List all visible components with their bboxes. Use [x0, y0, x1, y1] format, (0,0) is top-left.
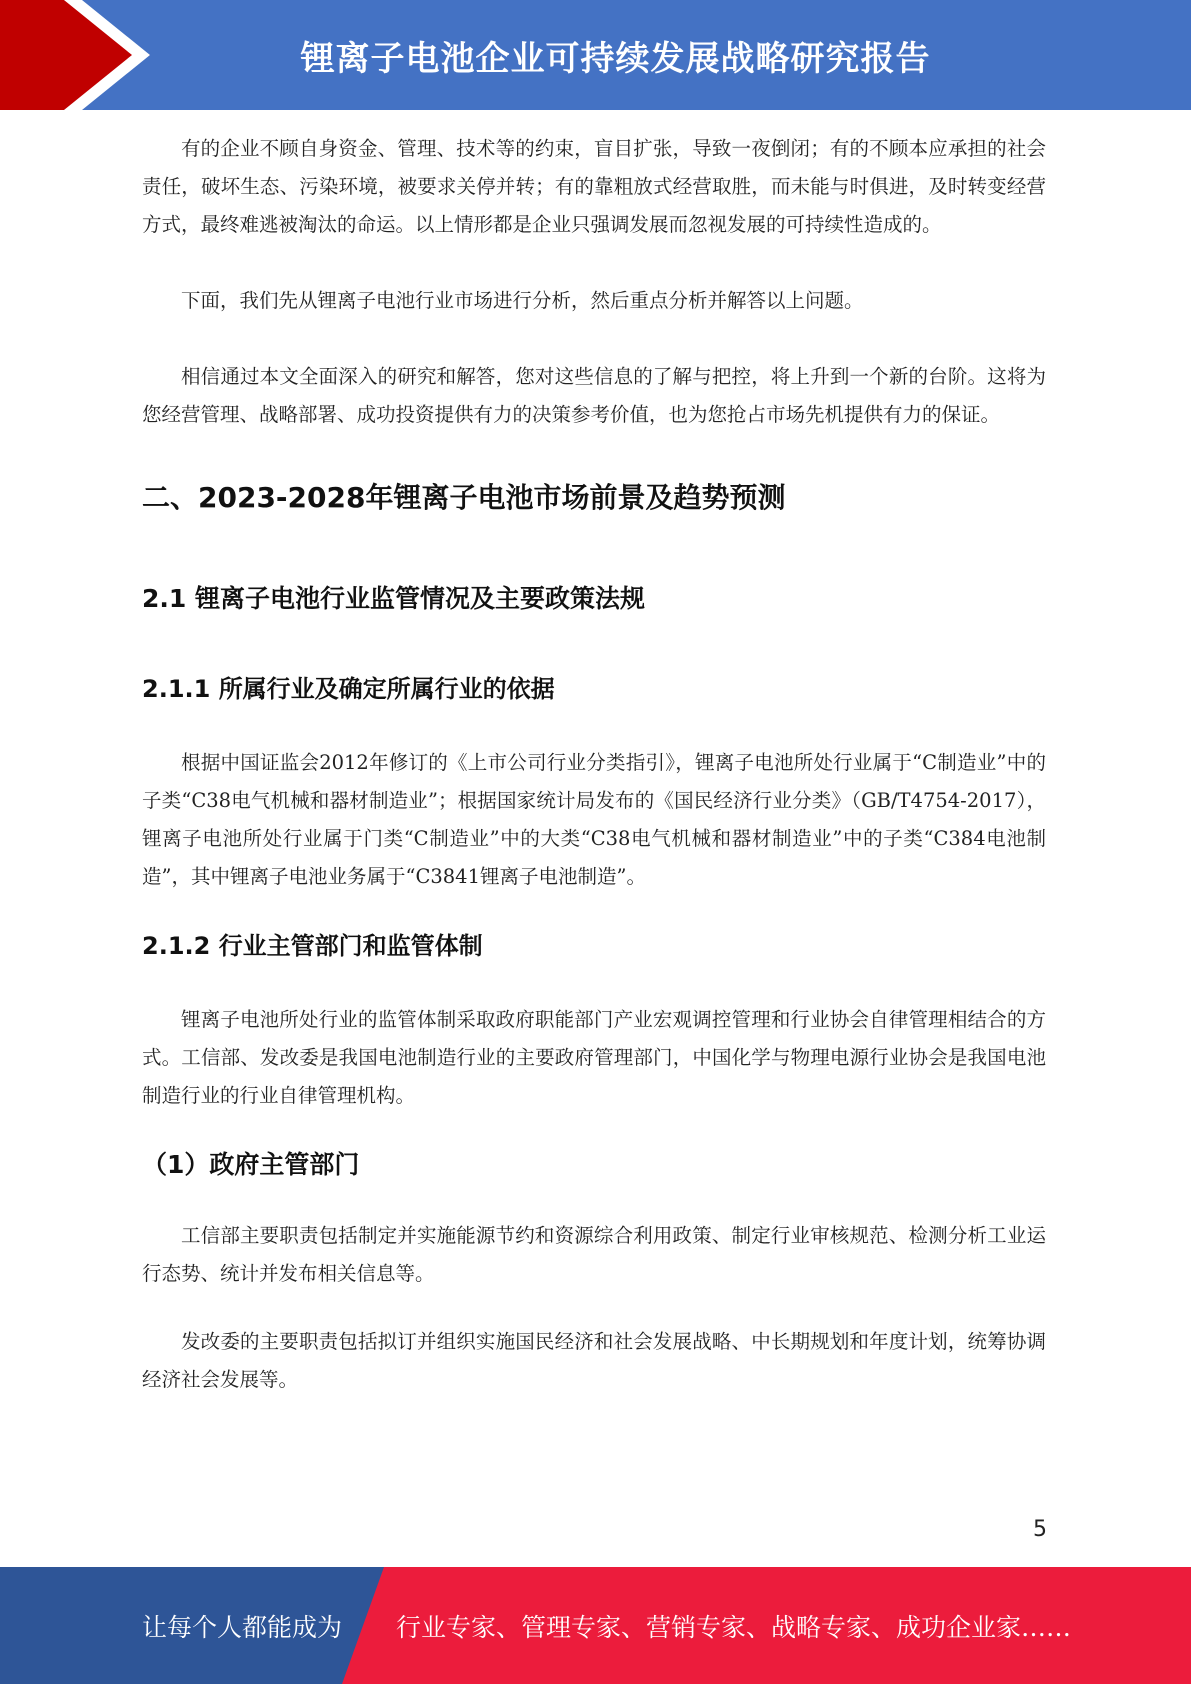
- footer-slogan-left: 让每个人都能成为: [142, 1612, 343, 1642]
- footer-slogan-right: 行业专家、管理专家、营销专家、战略专家、成功企业家……: [396, 1612, 1072, 1642]
- subsection-heading: 2.1 锂离子电池行业监管情况及主要政策法规: [142, 584, 645, 613]
- page-header: [0, 0, 1191, 110]
- paragraph: 发改委的主要职责包括拟订并组织实施国民经济和社会发展战略、中长期规划和年度计划，统筹协调经济社会发展等。: [142, 1330, 1046, 1391]
- paragraph: 工信部主要职责包括制定并实施能源节约和资源综合利用政策、制定行业审核规范、检测分析工业运行态势、统计并发布相关信息等。: [142, 1224, 1046, 1285]
- paragraph: 锂离子电池所处行业的监管体制采取政府职能部门产业宏观调控管理和行业协会自律管理相结合的方式。工信部、发改委是我国电池制造行业的主要政府管理部门，中国化学与物理电源行业协会是我国电池制造行业的行业自律管理机构。: [142, 1008, 1046, 1107]
- section-heading: 二、2023-2028年锂离子电池市场前景及趋势预测: [142, 481, 786, 514]
- paragraph: 根据中国证监会2012年修订的《上市公司行业分类指引》，锂离子电池所处行业属于“C制造业”中的子类“C38电气机械和器材制造业”；根据国家统计局发布的《国民经济行业分类》（GB/T4754-2017），锂离子电池所处行业属于门类“C制造业”中的大类“C38电气机械和器材制造业”中的子类“C384电池制造”，其中锂离子电池业务属于“C3841锂离子电池制造”。: [142, 751, 1046, 888]
- item-heading: （1）政府主管部门: [142, 1150, 360, 1179]
- page-content: [142, 130, 1046, 1399]
- subsubsection-heading: 2.1.2 行业主管部门和监管体制: [142, 932, 483, 960]
- paragraph: 有的企业不顾自身资金、管理、技术等的约束，盲目扩张，导致一夜倒闭；有的不顾本应承担的社会责任，破坏生态、污染环境，被要求关停并转；有的靠粗放式经营取胜，而未能与时俱进，及时转变经营方式，最终难逃被淘汰的命运。以上情形都是企业只强调发展而忽视发展的可持续性造成的。: [142, 137, 1046, 236]
- header-title: 锂离子电池企业可持续发展战略研究报告: [300, 38, 931, 79]
- page-number: 5: [1033, 1517, 1047, 1542]
- paragraph: 下面，我们先从锂离子电池行业市场进行分析，然后重点分析并解答以上问题。: [181, 289, 864, 312]
- subsubsection-heading: 2.1.1 所属行业及确定所属行业的依据: [142, 675, 555, 703]
- paragraph: 相信通过本文全面深入的研究和解答，您对这些信息的了解与把控，将上升到一个新的台阶。这将为您经营管理、战略部署、成功投资提供有力的决策参考价值，也为您抢占市场先机提供有力的保证。: [142, 365, 1046, 426]
- page-footer: [0, 1567, 1191, 1684]
